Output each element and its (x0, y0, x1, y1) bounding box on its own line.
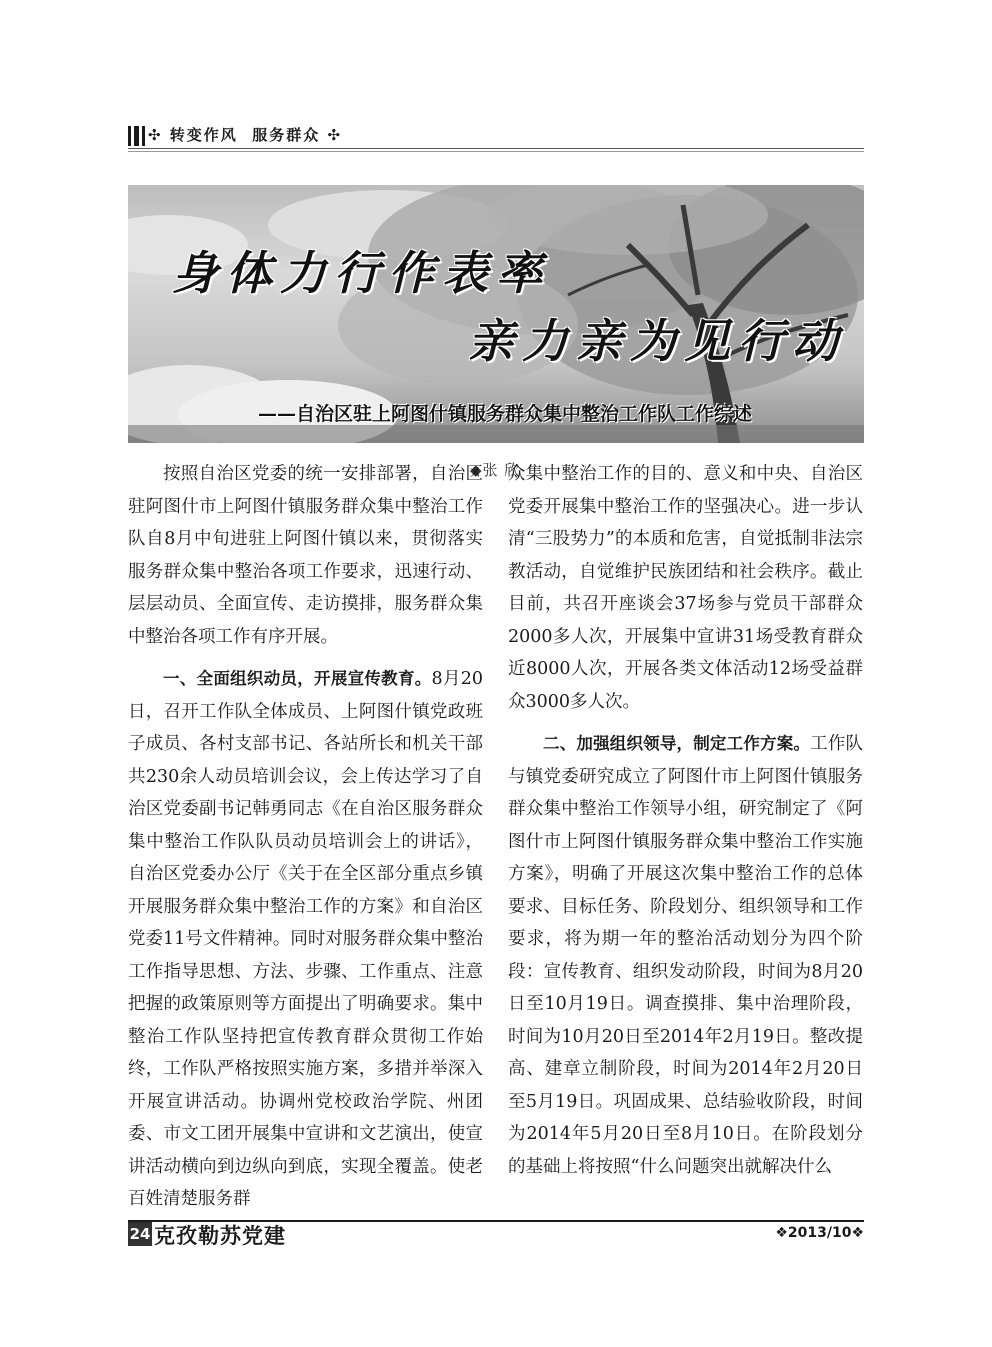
paragraph-intro: 按照自治区党委的统一安排部署，自治区驻阿图什市上阿图什镇服务群众集中整治工作队自8月中旬进驻上阿图什镇以来，贯彻落实服务群众集中整治各项工作要求，迅速行动、层层动员、全面宣传、走访摸排，服务群众集中整治各项工作有序开展。 (128, 464, 483, 647)
article-title-line-2: 亲力亲为见行动 (468, 314, 846, 368)
section-2-heading: 二、加强组织领导，制定工作方案。 (543, 734, 811, 753)
section-title: ✣ 转变作风 服务群众 ✣ (148, 126, 343, 144)
page-number: 24 (128, 1222, 152, 1246)
title-banner (128, 185, 864, 443)
header-rule (128, 148, 864, 149)
right-column (508, 458, 863, 1183)
section-2-body: 工作队与镇党委研究成立了阿图什市上阿图什镇服务群众集中整治工作领导小组，研究制定了《阿图什市上阿图什镇服务群众集中整治工作实施方案》，明确了开展这次集中整治工作的总体要求、目标任务、阶段划分、组织领导和工作要求，将为期一年的整治活动划分为四个阶段：宣传教育、组织发动阶段，时间为8月20日至10月19日。调查摸排、集中治理阶段，时间为10月20日至2014年2月19日。整改提高、建章立制阶段，时间为2014年2月20日至5月19日。巩固成果、总结验收阶段，时间为2014年5月20日至8月10日。在阶段划分的基础上将按照“什么问题突出就解决什么 (508, 734, 864, 1177)
paragraph-section-2 (508, 728, 863, 1183)
section-bars-ornament (128, 126, 148, 146)
running-head (128, 122, 864, 152)
left-column (128, 458, 483, 1216)
article-subtitle: ——自治区驻上阿图什镇服务群众集中整治工作队工作综述 (258, 403, 753, 425)
article-title-line-1: 身体力行作表率 (172, 246, 550, 300)
header-rule-thin (128, 151, 864, 152)
section-1-body: 8月20日，召开工作队全体成员、上阿图什镇党政班子成员、各村支部书记、各站所长和机关干部共230余人动员培训会议，会上传达学习了自治区党委副书记韩勇同志《在自治区服务群众集中整治工作队队员动员培训会上的讲话》，自治区党委办公厅《关于在全区部分重点乡镇开展服务群众集中整治工作的方案》和自治区党委11号文件精神。同时对服务群众集中整治工作指导思想、方法、步骤、工作重点、注意把握的政策原则等方面提出了明确要求。集中整治工作队坚持把宣传教育群众贯彻工作始终，工作队严格按照实施方案，多措并举深入开展宣讲活动。协调州党校政治学院、州团委、市文工团开展集中宣讲和文艺演出，使宣讲活动横向到边纵向到底，实现全覆盖。使老百姓清楚服务群 (128, 669, 483, 1209)
issue-number: ❖2013/10❖ (775, 1225, 864, 1241)
author-byline: ◆张 欣 (470, 461, 521, 479)
magazine-name: 克孜勒苏党建 (154, 1223, 286, 1248)
paragraph-section-1 (128, 663, 483, 1216)
paragraph-continued: 众集中整治工作的目的、意义和中央、自治区党委开展集中整治工作的坚强决心。进一步认清“三股势力”的本质和危害，自觉抵制非法宗教活动，自觉维护民族团结和社会秩序。截止目前，共召开座谈会37场参与党员干部群众2000多人次，开展集中宣讲31场受教育群众近8000人次，开展各类文体活动12场受益群众3000多人次。 (508, 464, 863, 712)
section-1-heading: 一、全面组织动员，开展宣传教育。 (163, 669, 432, 688)
